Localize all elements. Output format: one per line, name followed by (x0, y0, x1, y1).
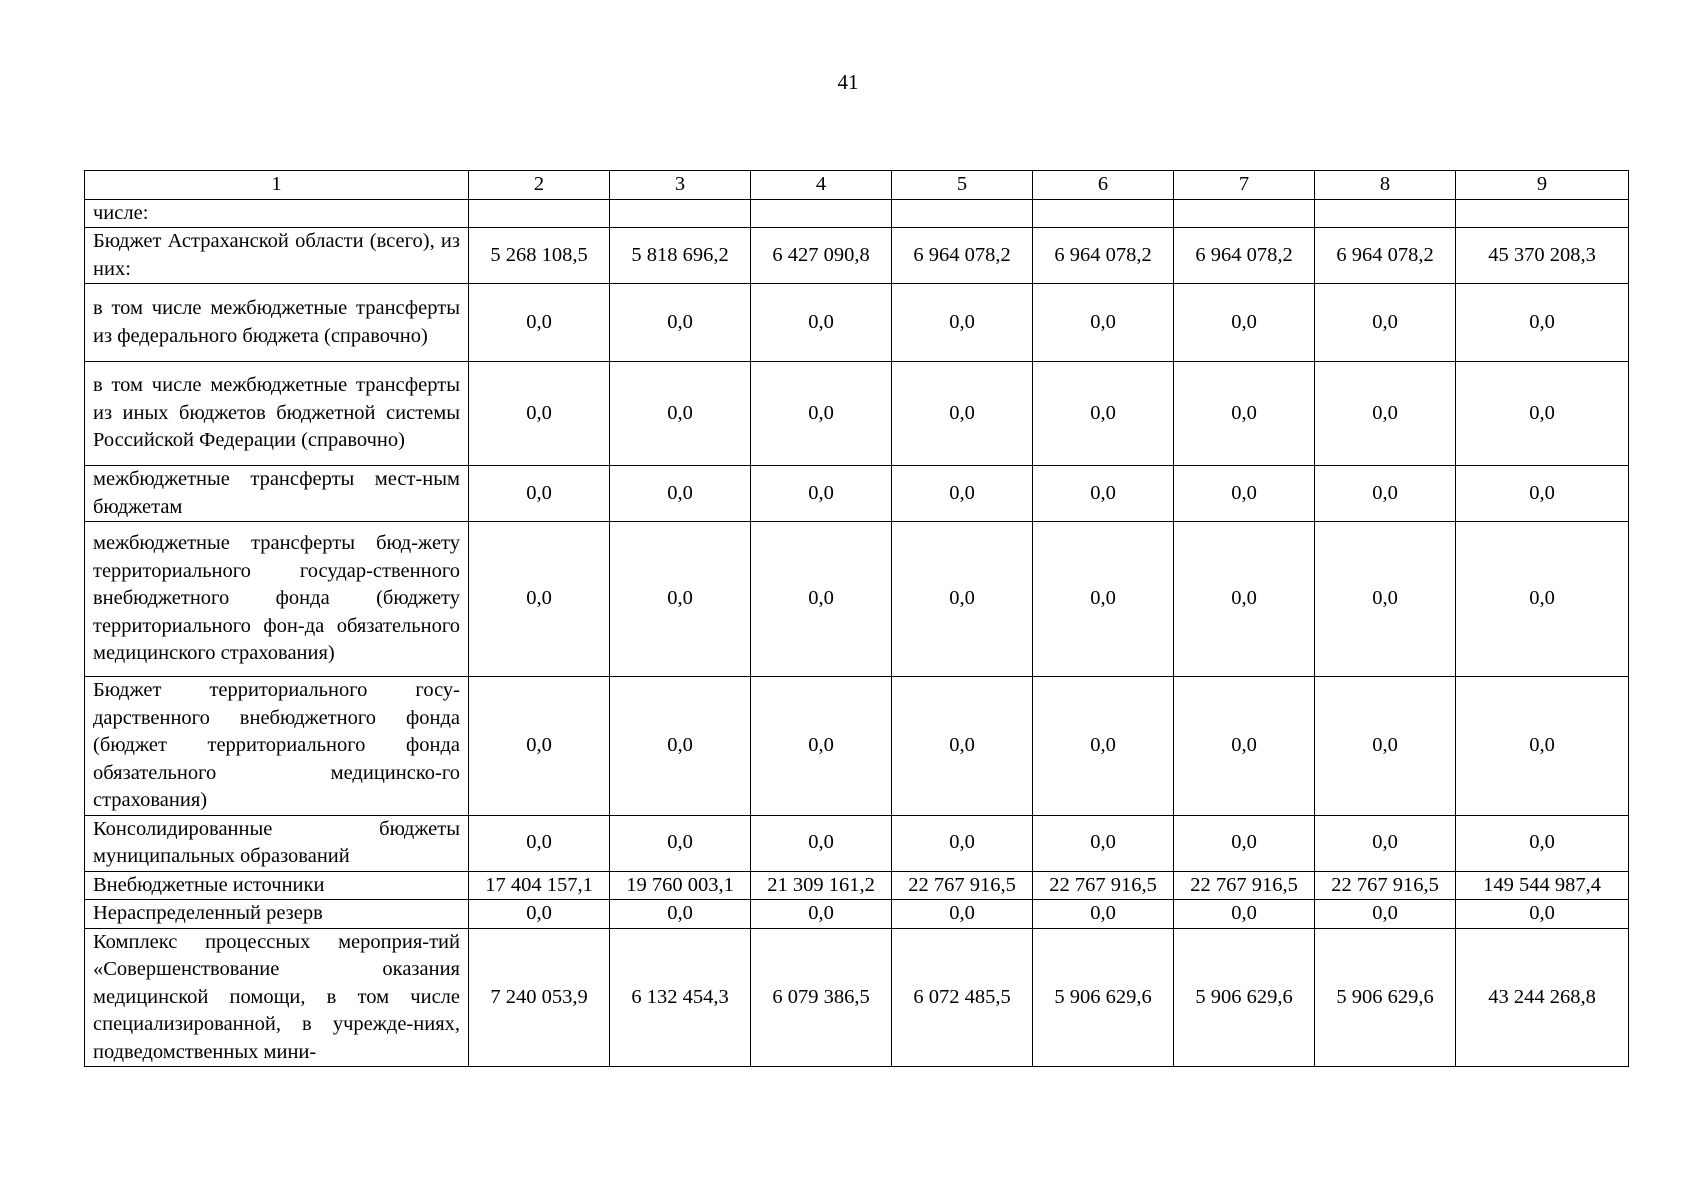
row-value-col-3: 5 818 696,2 (610, 228, 751, 284)
row-label: межбюджетные трансферты бюд-жету территориального государ-ственного внебюджетного фонда (бюджету территориального фон-да обязательного медицинского страхования) (85, 522, 469, 677)
row-value-col-4: 6 079 386,5 (751, 928, 892, 1067)
header-cell: 1 (85, 171, 469, 200)
row-value-col-2: 17 404 157,1 (469, 871, 610, 900)
row-value-col-7: 0,0 (1174, 466, 1315, 522)
row-value-col-3 (610, 199, 751, 228)
row-value-col-6: 0,0 (1033, 466, 1174, 522)
row-value-col-8: 0,0 (1315, 284, 1456, 362)
row-value-col-5: 0,0 (892, 900, 1033, 929)
row-value-col-2: 5 268 108,5 (469, 228, 610, 284)
row-value-col-8: 0,0 (1315, 466, 1456, 522)
row-value-col-2: 0,0 (469, 522, 610, 677)
row-value-col-6 (1033, 199, 1174, 228)
row-value-col-3: 0,0 (610, 900, 751, 929)
row-value-col-5: 0,0 (892, 362, 1033, 466)
row-value-col-6: 22 767 916,5 (1033, 871, 1174, 900)
row-label: Бюджет территориального госу-дарственного внебюджетного фонда (бюджет территориального фонда обязательного медицинско-го страхования) (85, 677, 469, 816)
table-row (85, 199, 1629, 228)
table-row (85, 362, 1629, 466)
row-value-col-6: 0,0 (1033, 900, 1174, 929)
table-row (85, 228, 1629, 284)
row-value-col-5: 0,0 (892, 815, 1033, 871)
row-label: в том числе межбюджетные трансферты из федерального бюджета (справочно) (85, 284, 469, 362)
row-value-col-4 (751, 199, 892, 228)
row-label: Бюджет Астраханской области (всего), из них: (85, 228, 469, 284)
row-value-col-5: 0,0 (892, 677, 1033, 816)
row-value-col-3: 0,0 (610, 466, 751, 522)
row-value-col-7: 0,0 (1174, 284, 1315, 362)
header-cell: 2 (469, 171, 610, 200)
row-value-col-6: 0,0 (1033, 362, 1174, 466)
row-value-col-5: 22 767 916,5 (892, 871, 1033, 900)
row-value-col-5: 0,0 (892, 466, 1033, 522)
row-value-col-4: 0,0 (751, 677, 892, 816)
row-value-col-3: 6 132 454,3 (610, 928, 751, 1067)
row-value-col-9: 0,0 (1456, 677, 1629, 816)
row-value-col-9: 0,0 (1456, 466, 1629, 522)
row-value-col-7: 0,0 (1174, 522, 1315, 677)
row-value-col-8: 0,0 (1315, 815, 1456, 871)
row-value-col-2: 0,0 (469, 677, 610, 816)
row-value-col-9: 0,0 (1456, 900, 1629, 929)
row-label: Нераспределенный резерв (85, 900, 469, 929)
row-value-col-9: 149 544 987,4 (1456, 871, 1629, 900)
row-value-col-3: 19 760 003,1 (610, 871, 751, 900)
row-value-col-6: 0,0 (1033, 522, 1174, 677)
row-value-col-5 (892, 199, 1033, 228)
row-value-col-6: 6 964 078,2 (1033, 228, 1174, 284)
table-row (85, 871, 1629, 900)
row-value-col-6: 0,0 (1033, 677, 1174, 816)
row-value-col-2: 0,0 (469, 815, 610, 871)
row-value-col-5: 0,0 (892, 284, 1033, 362)
header-cell: 9 (1456, 171, 1629, 200)
row-value-col-9: 43 244 268,8 (1456, 928, 1629, 1067)
row-value-col-3: 0,0 (610, 522, 751, 677)
row-value-col-5: 0,0 (892, 522, 1033, 677)
row-value-col-6: 0,0 (1033, 815, 1174, 871)
row-value-col-2: 7 240 053,9 (469, 928, 610, 1067)
row-value-col-4: 6 427 090,8 (751, 228, 892, 284)
row-value-col-2: 0,0 (469, 362, 610, 466)
row-value-col-8: 5 906 629,6 (1315, 928, 1456, 1067)
row-value-col-3: 0,0 (610, 677, 751, 816)
row-value-col-4: 21 309 161,2 (751, 871, 892, 900)
row-value-col-4: 0,0 (751, 284, 892, 362)
row-value-col-8: 0,0 (1315, 522, 1456, 677)
row-label: числе: (85, 199, 469, 228)
row-value-col-5: 6 964 078,2 (892, 228, 1033, 284)
row-value-col-9: 0,0 (1456, 284, 1629, 362)
row-value-col-7: 0,0 (1174, 677, 1315, 816)
row-value-col-3: 0,0 (610, 815, 751, 871)
table-row (85, 815, 1629, 871)
table-header-row (85, 171, 1629, 200)
table-row (85, 466, 1629, 522)
row-value-col-4: 0,0 (751, 522, 892, 677)
row-value-col-8: 22 767 916,5 (1315, 871, 1456, 900)
row-value-col-5: 6 072 485,5 (892, 928, 1033, 1067)
row-value-col-3: 0,0 (610, 362, 751, 466)
row-value-col-7: 6 964 078,2 (1174, 228, 1315, 284)
row-value-col-7: 22 767 916,5 (1174, 871, 1315, 900)
row-label: Комплекс процессных мероприя-тий «Совершенствование оказания медицинской помощи, в том числе специализированной, в учрежде-ниях, подведомственных мини- (85, 928, 469, 1067)
row-value-col-7: 0,0 (1174, 362, 1315, 466)
row-value-col-7 (1174, 199, 1315, 228)
row-value-col-8: 6 964 078,2 (1315, 228, 1456, 284)
header-cell: 5 (892, 171, 1033, 200)
row-value-col-9: 0,0 (1456, 362, 1629, 466)
table-row (85, 284, 1629, 362)
row-label: Консолидированные бюджеты муниципальных образований (85, 815, 469, 871)
row-label: межбюджетные трансферты мест-ным бюджетам (85, 466, 469, 522)
row-value-col-7: 0,0 (1174, 815, 1315, 871)
header-cell: 3 (610, 171, 751, 200)
row-label: в том числе межбюджетные трансферты из иных бюджетов бюджетной системы Российской Федерации (справочно) (85, 362, 469, 466)
row-value-col-2: 0,0 (469, 284, 610, 362)
row-value-col-7: 5 906 629,6 (1174, 928, 1315, 1067)
header-cell: 7 (1174, 171, 1315, 200)
row-value-col-3: 0,0 (610, 284, 751, 362)
row-value-col-8: 0,0 (1315, 900, 1456, 929)
table-row (85, 522, 1629, 677)
row-value-col-8: 0,0 (1315, 677, 1456, 816)
row-value-col-2: 0,0 (469, 466, 610, 522)
row-value-col-9: 0,0 (1456, 815, 1629, 871)
row-value-col-9: 0,0 (1456, 522, 1629, 677)
row-value-col-2 (469, 199, 610, 228)
budget-table (84, 170, 1629, 1067)
row-value-col-9 (1456, 199, 1629, 228)
row-value-col-2: 0,0 (469, 900, 610, 929)
row-value-col-6: 5 906 629,6 (1033, 928, 1174, 1067)
row-value-col-8: 0,0 (1315, 362, 1456, 466)
table-row (85, 928, 1629, 1067)
row-label: Внебюджетные источники (85, 871, 469, 900)
row-value-col-4: 0,0 (751, 466, 892, 522)
table-row (85, 900, 1629, 929)
row-value-col-4: 0,0 (751, 900, 892, 929)
row-value-col-8 (1315, 199, 1456, 228)
row-value-col-9: 45 370 208,3 (1456, 228, 1629, 284)
row-value-col-4: 0,0 (751, 362, 892, 466)
header-cell: 4 (751, 171, 892, 200)
header-cell: 8 (1315, 171, 1456, 200)
row-value-col-7: 0,0 (1174, 900, 1315, 929)
header-cell: 6 (1033, 171, 1174, 200)
row-value-col-4: 0,0 (751, 815, 892, 871)
row-value-col-6: 0,0 (1033, 284, 1174, 362)
table-row (85, 677, 1629, 816)
page-number: 41 (837, 70, 859, 94)
